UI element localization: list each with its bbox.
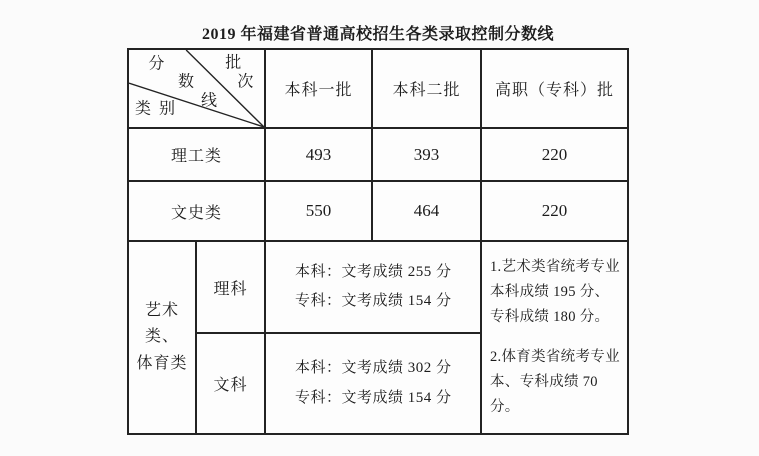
column-header-benke-yipi: 本科一批 [266, 50, 373, 129]
score-cell-wenshi-bk1: 550 [266, 182, 373, 242]
score-cell-wenshi-gz: 220 [482, 182, 629, 242]
corner-category-label: 类 别 [134, 100, 178, 118]
corner-score-line-char: 线 [200, 92, 220, 109]
score-cell-wenshi-bk2: 464 [373, 182, 482, 242]
notes-cell [482, 242, 629, 435]
note-art: 1.艺术类省统考专业本科成绩 195 分、专科成绩 180 分。 [490, 259, 620, 326]
column-header-benke-erpi: 本科二批 [373, 50, 482, 129]
row-label-ligong: 理工类 [129, 129, 266, 182]
art-sports-label-line: 体育类 [136, 354, 188, 372]
score-detail-wenke [266, 334, 482, 435]
sub-row-label-wenke: 文科 [197, 334, 266, 435]
note-sports: 2.体育类省统考专业本、专科成绩 70 分。 [490, 349, 620, 415]
corner-score-line-char: 分 [148, 55, 167, 73]
score-detail-line: 本科：文考成绩 255 分 [295, 263, 452, 280]
page-title: 2019 年福建省普通高校招生各类录取控制分数线 [201, 26, 554, 43]
corner-batch-char: 次 [237, 73, 256, 91]
corner-score-line-char: 数 [178, 73, 197, 91]
diagonal-corner-cell [129, 50, 266, 129]
score-table [127, 48, 629, 435]
row-label-art-sports [129, 242, 197, 435]
art-sports-label-line: 艺术类、 [144, 301, 179, 346]
score-cell-ligong-gz: 220 [482, 129, 629, 182]
corner-batch-char: 批 [225, 54, 244, 72]
sub-row-label-like: 理科 [197, 242, 266, 334]
score-detail-like [266, 242, 482, 334]
column-header-gaozhi-zhuanke: 高职（专科）批 [482, 50, 629, 129]
score-cell-ligong-bk1: 493 [266, 129, 373, 182]
score-detail-line: 本科：文考成绩 302 分 [295, 360, 452, 377]
row-label-wenshi: 文史类 [129, 182, 266, 242]
score-detail-line: 专科：文考成绩 154 分 [295, 389, 452, 406]
score-detail-line: 专科：文考成绩 154 分 [295, 293, 452, 309]
score-cell-ligong-bk2: 393 [373, 129, 482, 182]
